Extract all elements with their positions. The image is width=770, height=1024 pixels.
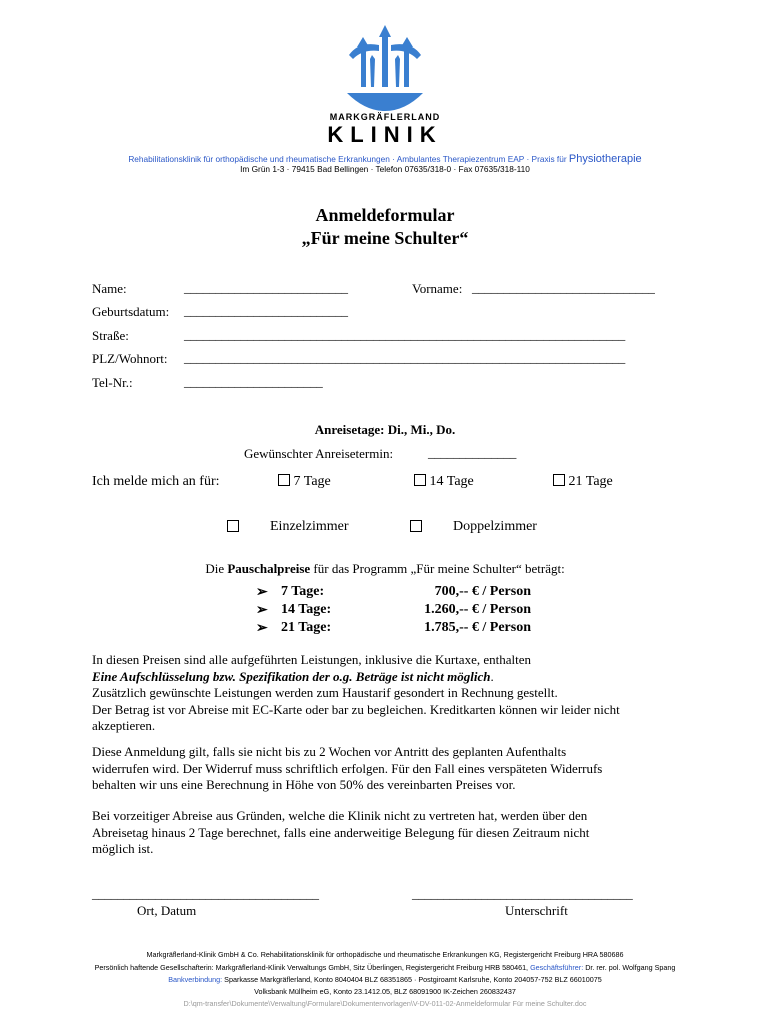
footer-line4: Volksbank Müllheim eG, Konto 23.1412.05, BLZ 68091900 IK-Zeichen 260832437: [254, 987, 516, 996]
para2-line1: Diese Anmeldung gilt, falls sie nicht bis zu 2 Wochen vor Antritt des geplanten Aufenthalts: [92, 744, 567, 759]
price-intro: [0, 561, 770, 577]
checkbox-14-days[interactable]: [414, 474, 426, 486]
checkbox-21-days[interactable]: [553, 474, 565, 486]
option-21-days[interactable]: [553, 474, 613, 490]
vorname-label: Vorname:: [412, 281, 463, 296]
signature-field[interactable]: ___________________________________: [412, 886, 633, 901]
paragraph-included: [92, 652, 712, 735]
price-row: [256, 601, 531, 619]
geburtsdatum-field[interactable]: __________________________: [184, 303, 348, 318]
price-row-value: 700,-- € / Person: [434, 584, 531, 599]
price-row-label: 14 Tage:: [281, 602, 332, 617]
price-intro-post: für das Programm „Für meine Schulter“ beträgt:: [313, 561, 565, 576]
price-intro-bold: Pauschalpreise: [227, 561, 311, 576]
price-table: [256, 583, 531, 637]
tel-field[interactable]: ______________________: [184, 374, 323, 389]
footer-line2-c: Dr. rer. pol. Wolfgang Spang: [585, 963, 676, 972]
para1-line2: [92, 669, 712, 686]
clinic-address: Im Grün 1-3 · 79415 Bad Bellingen · Telefon 07635/318-0 · Fax 07635/318-110: [240, 164, 530, 174]
footer-line3-a: Bankverbindung:: [168, 975, 223, 984]
para3-line1: Bei vorzeitiger Abreise aus Gründen, welche die Klinik nicht zu vertreten hat, werden über den: [92, 808, 588, 823]
para1-line1: In diesen Preisen sind alle aufgeführten Leistungen, inklusive die Kurtaxe, enthalten: [92, 652, 531, 667]
footer-line1: Markgräflerland-Klinik GmbH & Co. Rehabilitationsklinik für orthopädische und rheumatische Erkrankungen KG, Registergericht Freiburg HRA 580686: [146, 950, 624, 959]
tel-label: Tel-Nr.:: [92, 375, 133, 390]
vorname-field[interactable]: _____________________________: [472, 280, 655, 295]
arrival-days: Anreisetage: Di., Mi., Do.: [314, 422, 456, 437]
para3-line3: möglich ist.: [92, 841, 154, 856]
option-7-days[interactable]: [278, 474, 331, 490]
register-label: Ich melde mich an für:: [92, 474, 220, 489]
para1-line5: akzeptieren.: [92, 718, 156, 733]
para3-line2: Abreisetag hinaus 2 Tage berechnet, falls eine anderweitige Belegung für diesen Zeitraum nicht: [92, 824, 590, 840]
clinic-logo-icon: [345, 25, 425, 113]
footer-line2-b: Geschäftsführer:: [530, 963, 584, 972]
para1-line3: Zusätzlich gewünschte Leistungen werden zum Haustarif gesondert in Rechnung gestellt.: [92, 685, 558, 700]
para2-line3: behalten wir uns eine Berechnung in Höhe von 50% des vereinbarten Preises vor.: [92, 777, 516, 792]
plz-field[interactable]: ______________________________________________________________________: [184, 350, 626, 365]
price-row: [256, 583, 531, 601]
footer-line2: [0, 963, 770, 972]
price-row-value: 1.785,-- € / Person: [424, 620, 531, 635]
price-row-label: 21 Tage:: [281, 620, 332, 635]
option-14-days[interactable]: [414, 474, 474, 490]
arrow-bullet-icon: ➢: [256, 584, 268, 600]
price-row-label: 7 Tage:: [281, 584, 325, 599]
para1-line2-bold: Eine Aufschlüsselung bzw. Spezifikation der o.g. Beträge ist nicht möglich: [92, 668, 491, 684]
single-room-label: Einzelzimmer: [270, 519, 349, 534]
wish-date-label: Gewünschter Anreisetermin:: [244, 446, 394, 461]
brand-line2: KLINIK: [327, 122, 443, 147]
signature-label: Unterschrift: [505, 903, 568, 918]
place-date-label: Ort, Datum: [137, 903, 197, 918]
strasse-label: Straße:: [92, 328, 129, 343]
checkbox-double-room[interactable]: [410, 520, 422, 532]
form-title-line2: „Für meine Schulter“: [301, 228, 469, 248]
name-label: Name:: [92, 281, 127, 296]
para1-line2-end: .: [490, 668, 494, 684]
checkbox-single-room[interactable]: [227, 520, 239, 532]
strasse-field[interactable]: ______________________________________________________________________: [184, 327, 626, 342]
price-intro-pre: Die: [205, 561, 225, 576]
double-room-label: Doppelzimmer: [453, 519, 537, 534]
form-title: [0, 204, 770, 250]
name-field[interactable]: __________________________: [184, 280, 348, 295]
option-14-days-label: 14 Tage: [429, 474, 474, 489]
arrow-bullet-icon: ➢: [256, 620, 268, 636]
para2-line2: widerrufen wird. Der Widerruf muss schriftlich erfolgen. Für den Fall eines verspäteten Widerrufs: [92, 760, 603, 776]
footer-line3-b: Sparkasse Markgräflerland, Konto 8040404 BLZ 68351865 · Postgiroamt Karlsruhe, Konto 204057-752 BLZ 66010075: [224, 975, 602, 984]
wish-date-field[interactable]: ______________: [428, 445, 517, 460]
footer-line3: [0, 975, 770, 984]
subtitle-big: Physiotherapie: [568, 153, 642, 165]
arrow-bullet-icon: ➢: [256, 602, 268, 618]
plz-label: PLZ/Wohnort:: [92, 351, 168, 366]
paragraph-early-departure: [92, 808, 712, 858]
checkbox-7-days[interactable]: [278, 474, 290, 486]
brand-line1: MARKGRÄFLERLAND: [329, 112, 441, 122]
paragraph-cancellation: [92, 744, 712, 794]
price-row: [256, 619, 531, 637]
footer-file-path: D:\qm-transfer\Dokumente\Verwaltung\Formulare\Dokumentenvorlagen\V-DV-011-02-Anmeldeformular Für meine Schulter.doc: [183, 999, 587, 1008]
geburtsdatum-label: Geburtsdatum:: [92, 304, 170, 319]
option-7-days-label: 7 Tage: [293, 474, 331, 489]
para1-line4: Der Betrag ist vor Abreise mit EC-Karte oder bar zu begleichen. Kreditkarten können wir leider nicht: [92, 701, 620, 717]
option-21-days-label: 21 Tage: [568, 474, 613, 489]
price-row-value: 1.260,-- € / Person: [424, 602, 531, 617]
place-date-field[interactable]: ____________________________________: [92, 886, 319, 901]
form-title-line1: Anmeldeformular: [315, 205, 455, 225]
footer-line2-a: Persönlich haftende Gesellschafterin: Markgräflerland-Klinik Verwaltungs GmbH, Sitz Überlingen, Registergericht Freiburg HRB 580461,: [94, 963, 529, 972]
subtitle-main: Rehabilitationsklinik für orthopädische und rheumatische Erkrankungen · Ambulantes Therapiezentrum EAP · Praxis für: [128, 154, 567, 164]
